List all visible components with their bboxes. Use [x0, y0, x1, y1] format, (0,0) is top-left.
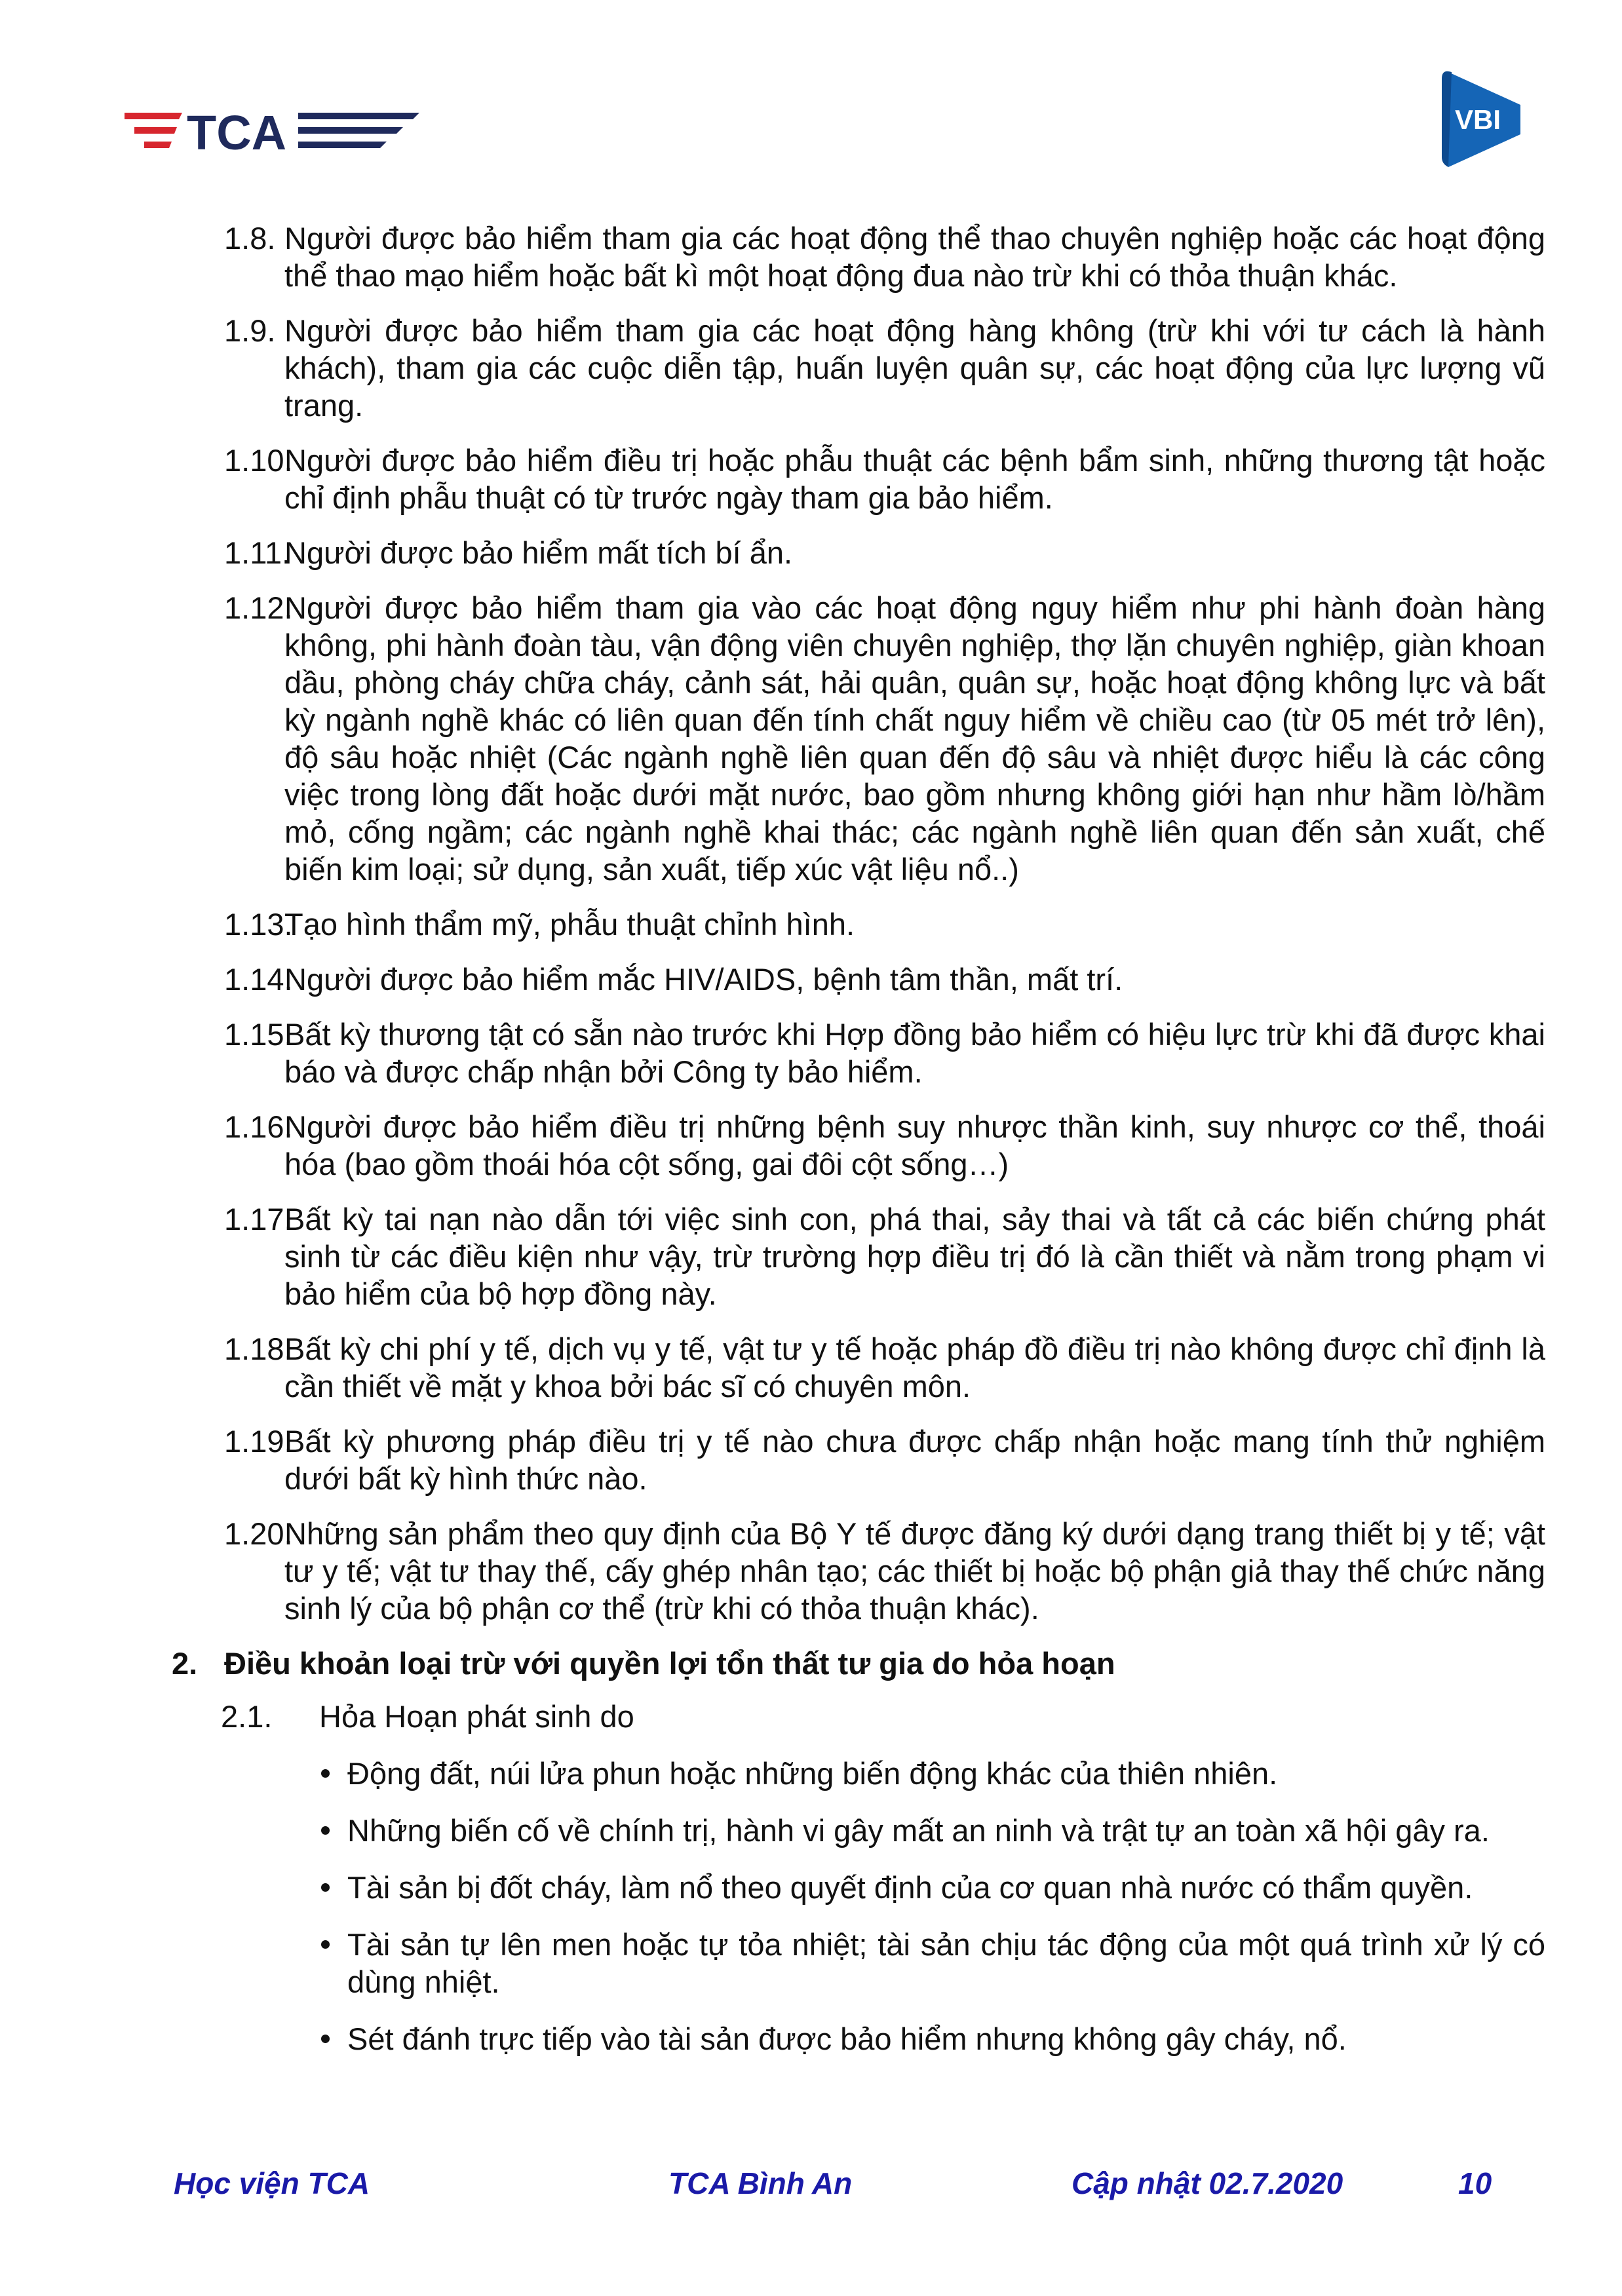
- bullet-icon: [172, 2020, 368, 2057]
- bullet-text: Những biến cố về chính trị, hành vi gây mất an ninh và trật tự an toàn xã hội gây ra.: [347, 1813, 1490, 1848]
- item-number: 1.17.: [224, 1202, 293, 1236]
- item-number: 1.11.: [224, 535, 291, 570]
- item-text: Bất kỳ tai nạn nào dẫn tới việc sinh con, phá thai, sảy thai và tất cả các biến chứng phát sinh từ các điều kiện như vậy, trừ trường hợp điều trị đó là cần thiết và nằm trong phạm vi bảo hiểm của bộ hợp đồng này.: [284, 1202, 1545, 1311]
- list-item: [172, 1515, 1545, 1627]
- item-text: Người được bảo hiểm tham gia các hoạt động thể thao chuyên nghiệp hoặc các hoạt động thể thao mạo hiểm hoặc bất kì một hoạt động đua nào trừ khi có thỏa thuận khác.: [284, 221, 1545, 293]
- list-item: [172, 589, 1545, 888]
- item-number: 1.10.: [224, 443, 293, 478]
- list-item: [172, 1200, 1545, 1312]
- bullet-item: [172, 1869, 1545, 1906]
- item-text: Người được bảo hiểm điều trị hoặc phẫu thuật các bệnh bẩm sinh, những thương tật hoặc chỉ định phẫu thuật có từ trước ngày tham gia bảo hiểm.: [284, 443, 1545, 515]
- bullet-item: [172, 1812, 1545, 1849]
- section-title: Điều khoản loại trừ với quyền lợi tổn thất tư gia do hỏa hoạn: [224, 1646, 1115, 1681]
- bullet-text: Tài sản tự lên men hoặc tự tỏa nhiệt; tài sản chịu tác động của một quá trình xử lý có dùng nhiệt.: [347, 1927, 1545, 1999]
- item-number: 1.12.: [224, 590, 293, 625]
- list-item: [172, 534, 1545, 571]
- document-body: [172, 220, 1545, 2077]
- bullet-icon: [172, 1926, 368, 2000]
- bullet-text: Động đất, núi lửa phun hoặc những biến động khác của thiên nhiên.: [347, 1756, 1278, 1791]
- footer-left: Học viện TCA: [174, 2166, 370, 2200]
- item-number: 1.14.: [224, 962, 293, 997]
- subsection-title: Hỏa Hoạn phát sinh do: [319, 1699, 634, 1734]
- item-number: 1.13.: [224, 907, 293, 942]
- list-item: [172, 906, 1545, 943]
- item-text: Những sản phẩm theo quy định của Bộ Y tế được đăng ký dưới dạng trang thiết bị y tế; vật tư y tế; vật tư thay thế, cấy ghép nhân tạo; các thiết bị hoặc bộ phận giả thay thế chức năng sinh lý của bộ phận cơ thể (trừ khi có thỏa thuận khác).: [284, 1516, 1545, 1626]
- page-number: 10: [1458, 2166, 1492, 2200]
- item-number: 1.20.: [224, 1516, 293, 1551]
- list-item: [172, 442, 1545, 516]
- item-text: Tạo hình thẩm mỹ, phẫu thuật chỉnh hình.: [284, 907, 855, 942]
- bullet-icon: [172, 1755, 368, 1792]
- item-number: 1.8.: [224, 221, 276, 256]
- item-text: Người được bảo hiểm mắc HIV/AIDS, bệnh tâm thần, mất trí.: [284, 962, 1123, 997]
- list-item: [172, 961, 1545, 998]
- bullet-icon: [172, 1869, 368, 1906]
- tca-logo-text: TCA: [187, 105, 287, 157]
- section-heading: [172, 1645, 1545, 1682]
- bullet-text: Tài sản bị đốt cháy, làm nổ theo quyết định của cơ quan nhà nước có thẩm quyền.: [347, 1870, 1473, 1905]
- section-number: 2.: [172, 1646, 198, 1681]
- subsection-heading: [172, 1698, 1545, 1735]
- item-text: Người được bảo hiểm tham gia vào các hoạt động nguy hiểm như phi hành đoàn hàng không, phi hành đoàn tàu, vận động viên chuyên nghiệp, thợ lặn chuyên nghiệp, giàn khoan dầu, phòng cháy chữa cháy, cảnh sát, hải quân, quân sự, hoặc hoạt động không lực và bất kỳ ngành nghề khác có liên quan đến tính chất nguy hiểm về chiều cao (từ 05 mét trở lên), độ sâu hoặc nhiệt (Các ngành nghề liên quan đến độ sâu và nhiệt được hiểu là các công việc trong lòng đất hoặc dưới mặt nước, bao gồm nhưng không giới hạn như hầm lò/hầm mỏ, cống ngầm; các ngành nghề khai thác; các ngành nghề liên quan đến sản xuất, chế biến kim loại; sử dụng, sản xuất, tiếp xúc vật liệu nổ..): [284, 590, 1545, 887]
- item-text: Bất kỳ chi phí y tế, dịch vụ y tế, vật tư y tế hoặc pháp đồ điều trị nào không được chỉ định là cần thiết về mặt y khoa bởi bác sĩ có chuyên môn.: [284, 1331, 1545, 1404]
- footer-date: Cập nhật 02.7.2020: [1072, 2166, 1343, 2200]
- item-number: 1.19.: [224, 1424, 293, 1459]
- list-item: [172, 1330, 1545, 1405]
- item-number: 1.9.: [224, 313, 276, 348]
- item-text: Người được bảo hiểm tham gia các hoạt động hàng không (trừ khi với tư cách là hành khách), tham gia các cuộc diễn tập, huấn luyện quân sự, các hoạt động của lực lượng vũ trang.: [284, 313, 1545, 423]
- vbi-logo: [1435, 66, 1534, 174]
- tca-logo: [125, 105, 419, 157]
- item-number: 1.15.: [224, 1017, 293, 1052]
- list-item: [172, 312, 1545, 424]
- item-text: Người được bảo hiểm điều trị những bệnh suy nhược thần kinh, suy nhược cơ thể, thoái hóa (bao gồm thoái hóa cột sống, gai đôi cột sống…): [284, 1109, 1545, 1181]
- list-item: [172, 1108, 1545, 1183]
- vbi-logo-text: VBI: [1455, 104, 1501, 135]
- bullet-icon: [172, 1812, 368, 1849]
- page-footer: [0, 2166, 1622, 2205]
- footer-center: TCA Bình An: [668, 2166, 853, 2200]
- list-item: [172, 1016, 1545, 1090]
- bullet-text: Sét đánh trực tiếp vào tài sản được bảo hiểm nhưng không gây cháy, nổ.: [347, 2021, 1347, 2056]
- item-text: Người được bảo hiểm mất tích bí ẩn.: [284, 535, 793, 570]
- bullet-item: [172, 1755, 1545, 1792]
- list-item: [172, 220, 1545, 294]
- item-number: 1.18.: [224, 1331, 293, 1366]
- list-item: [172, 1423, 1545, 1497]
- bullet-item: [172, 1926, 1545, 2000]
- bullet-item: [172, 2020, 1545, 2057]
- item-text: Bất kỳ thương tật có sẵn nào trước khi Hợp đồng bảo hiểm có hiệu lực trừ khi đã được khai báo và được chấp nhận bởi Công ty bảo hiểm.: [284, 1017, 1545, 1089]
- item-text: Bất kỳ phương pháp điều trị y tế nào chưa được chấp nhận hoặc mang tính thử nghiệm dưới bất kỳ hình thức nào.: [284, 1424, 1545, 1496]
- item-number: 1.16.: [224, 1109, 293, 1144]
- subsection-number: 2.1.: [221, 1699, 273, 1734]
